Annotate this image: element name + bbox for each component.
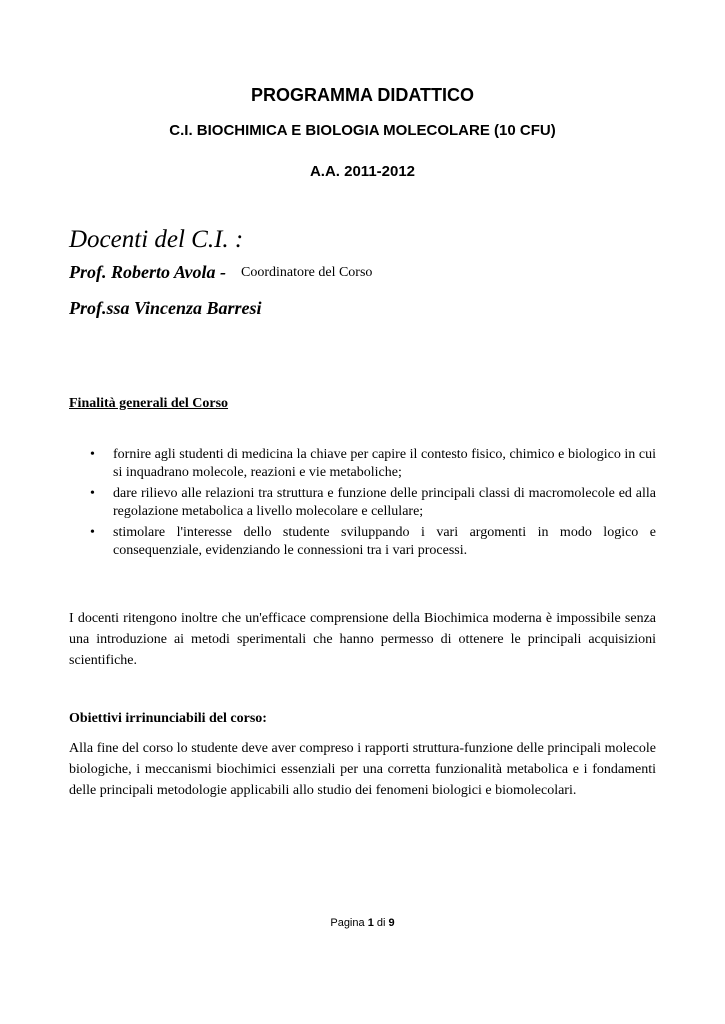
list-item-text: dare rilievo alle relazioni tra struttura e funzione delle principali classi di macromolecole ed alla regolazione metabolica a livello molecolare e cellulare;: [113, 486, 656, 519]
finalita-title: Finalità generali del Corso: [69, 396, 229, 411]
list-item: [69, 524, 656, 560]
list-item-text: stimolare l'interesse dello studente sviluppando i vari argomenti in modo logico e consequenziale, evidenziando le connessioni tra i vari processi.: [113, 525, 656, 558]
metodi-paragraph: I docenti ritengono inoltre che un'efficace comprensione della Biochimica moderna è impossibile senza una introduzione ai metodi sperimentali che hanno permesso di ottenere le principali acquisizioni scientifiche.: [69, 611, 656, 668]
obiettivi-paragraph: Alla fine del corso lo studente deve aver compreso i rapporti struttura-funzione delle principali molecole biologiche, i meccanismi biochimici essenziali per una corretta funzionalità metabolica e i fondamenti delle principali metodologie applicabili allo studio dei fenomeni biologici e biomolecolari.: [69, 741, 656, 798]
document-title: PROGRAMMA DIDATTICO: [251, 85, 474, 105]
bullet-icon: •: [90, 447, 95, 462]
course-subtitle: C.I. BIOCHIMICA E BIOLOGIA MOLECOLARE (10 CFU): [169, 122, 556, 139]
prof1-row: [69, 262, 669, 283]
prof2-name: Prof.ssa Vincenza Barresi: [69, 298, 262, 318]
footer-total-pages: 9: [388, 917, 395, 929]
footer-middle: di: [376, 917, 386, 929]
list-item-text: fornire agli studenti di medicina la chiave per capire il contesto fisico, chimico e biologico in cui si inquadrano molecole, reazioni e vie metaboliche;: [113, 447, 656, 480]
bullet-icon: •: [90, 486, 95, 501]
prof1-role: Coordinatore del Corso: [241, 265, 373, 280]
list-item: [69, 485, 656, 521]
page-footer: [0, 917, 725, 929]
list-item: [69, 446, 656, 482]
docenti-heading: Docenti del C.I. :: [69, 226, 244, 253]
footer-page-number: 1: [367, 917, 374, 929]
obiettivi-title: Obiettivi irrinunciabili del corso:: [69, 711, 267, 726]
prof1-name: Prof. Roberto Avola -: [69, 262, 226, 282]
footer-prefix: Pagina: [330, 917, 365, 929]
bullet-icon: •: [90, 525, 95, 540]
academic-year: A.A. 2011-2012: [309, 163, 416, 180]
finalita-list: [69, 446, 656, 563]
